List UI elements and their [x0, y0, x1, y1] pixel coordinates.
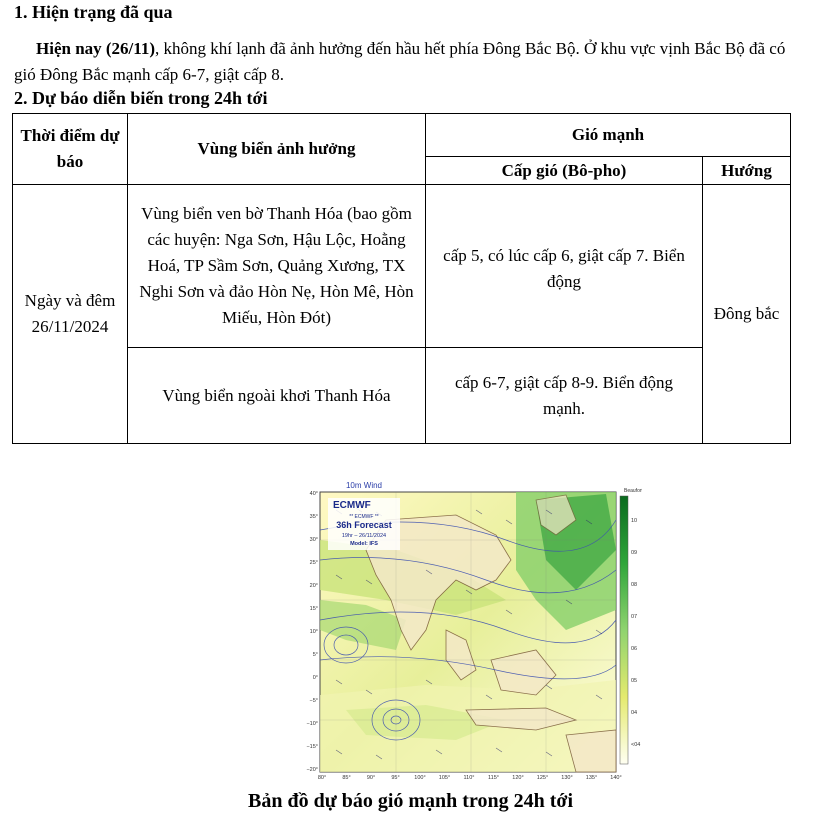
scale-title: Beaufort	[624, 488, 642, 494]
scale-label: 10	[631, 518, 638, 524]
scale-label: <04	[631, 742, 641, 748]
latitude-label: −15°	[306, 744, 318, 750]
latitude-label: 20°	[309, 583, 318, 589]
longitude-label: 140°	[610, 775, 622, 780]
longitude-label: 120°	[512, 775, 524, 780]
latitude-label: 25°	[309, 560, 318, 566]
paragraph-bold-lead: Hiện nay (26/11)	[36, 39, 156, 58]
header-level: Cấp gió (Bô-pho)	[501, 160, 627, 180]
level-cell-coastal: cấp 5, có lúc cấp 6, giật cấp 7. Biển động	[443, 246, 685, 291]
header-time: Thời điểm dự báo	[20, 126, 120, 171]
map-box-line4: Model: IFS	[350, 541, 378, 547]
longitude-label: 110°	[463, 775, 475, 780]
longitude-label: 125°	[536, 775, 549, 780]
longitude-label: 80°	[317, 775, 327, 780]
time-cell: Ngày và đêm 26/11/2024	[24, 291, 116, 336]
header-wind: Gió mạnh	[571, 125, 645, 144]
longitude-label: 115°	[488, 775, 499, 780]
longitude-label: 130°	[561, 775, 573, 780]
header-direction: Hướng	[721, 160, 772, 180]
longitude-label: 90°	[366, 775, 376, 780]
map-box-line3: 19hr – 26/11/2024	[341, 533, 387, 539]
scale-label: 07	[631, 614, 638, 620]
area-cell-offshore: Vùng biển ngoài khơi Thanh Hóa	[162, 385, 391, 405]
latitude-label: 40°	[309, 491, 318, 497]
map-box-line2: 36h Forecast	[336, 520, 392, 530]
latitude-label: 0°	[312, 675, 318, 681]
map-box-line1: ** ECMWF **	[349, 514, 379, 520]
latitude-label: −10°	[306, 721, 318, 727]
latitude-label: 35°	[309, 514, 318, 520]
ecmwf-logo: ECMWF	[333, 500, 371, 511]
scale-label: 08	[631, 582, 638, 588]
wind-map-image	[306, 480, 642, 780]
longitude-label: 100°	[414, 775, 426, 780]
longitude-label: 95°	[391, 775, 400, 780]
latitude-label: 5°	[312, 652, 318, 658]
latitude-label: 10°	[309, 629, 318, 635]
section-2-heading: 2. Dự báo diễn biến trong 24h tới	[14, 88, 268, 108]
latitude-label: 30°	[309, 537, 318, 543]
scale-label: 05	[631, 678, 638, 684]
section-1-heading: 1. Hiện trạng đã qua	[14, 2, 173, 22]
longitude-label: 135°	[585, 775, 598, 780]
map-title: 10m Wind	[345, 481, 383, 490]
latitude-label: −20°	[306, 767, 318, 773]
wind-forecast-map	[306, 480, 642, 780]
latitude-label: −5°	[309, 698, 318, 704]
header-area: Vùng biển ảnh hưởng	[197, 139, 356, 158]
map-caption: Bản đồ dự báo gió mạnh trong 24h tới	[247, 790, 573, 812]
direction-cell: Đông bắc	[713, 304, 780, 323]
area-cell-coastal: Vùng biển ven bờ Thanh Hóa (bao gồm các huyện: Nga Sơn, Hậu Lộc, Hoằng Hoá, TP Sầm Sơn, Quảng Xương, TX Nghi Sơn và đảo Hòn Nẹ, Hòn Mê, Hòn Miếu, Hòn Đót)	[139, 204, 414, 327]
latitude-label: 15°	[309, 606, 318, 612]
scale-label: 09	[631, 550, 638, 556]
paragraph-text: , không khí lạnh đã ảnh hưởng đến hầu hết phía Đông Bắc Bộ. Ở khu vực vịnh Bắc Bộ đã có gió Đông Bắc mạnh cấp 6-7, giật cấp 8.	[14, 39, 786, 84]
longitude-label: 85°	[342, 775, 351, 780]
scale-label: 06	[631, 646, 638, 652]
scale-label: 04	[631, 710, 638, 716]
longitude-label: 105°	[438, 775, 451, 780]
level-cell-offshore: cấp 6-7, giật cấp 8-9. Biển động mạnh.	[454, 372, 674, 418]
